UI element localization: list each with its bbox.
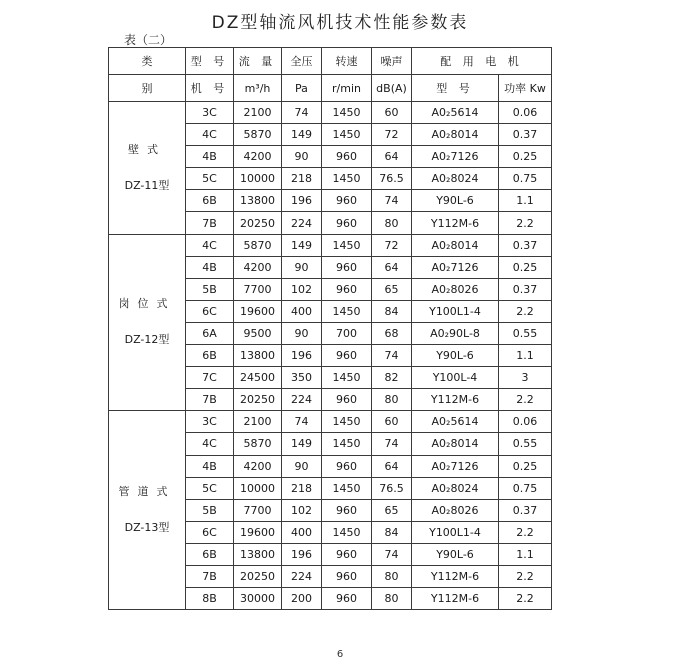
cell-flow: 7700 xyxy=(234,499,282,521)
group-name: 壁式 xyxy=(128,142,166,156)
cell-noise: 76.5 xyxy=(372,168,412,190)
cell-noise: 74 xyxy=(372,543,412,565)
cell-flow: 5870 xyxy=(234,234,282,256)
cell-model: 7B xyxy=(186,212,234,234)
cell-flow: 7700 xyxy=(234,278,282,300)
cell-speed: 1450 xyxy=(322,367,372,389)
cell-motor: A0₂7126 xyxy=(412,256,499,278)
cell-flow: 13800 xyxy=(234,345,282,367)
cell-model: 5C xyxy=(186,168,234,190)
cell-flow: 10000 xyxy=(234,168,282,190)
cell-speed: 960 xyxy=(322,588,372,610)
header-model-top: 型 号 xyxy=(186,48,234,75)
cell-noise: 82 xyxy=(372,367,412,389)
cell-motor: A0₂8026 xyxy=(412,278,499,300)
cell-speed: 960 xyxy=(322,345,372,367)
cell-power: 2.2 xyxy=(499,588,552,610)
cell-speed: 1450 xyxy=(322,477,372,499)
cell-pressure: 149 xyxy=(282,124,322,146)
header-row-bottom xyxy=(109,75,552,102)
cell-model: 4B xyxy=(186,256,234,278)
cell-noise: 64 xyxy=(372,146,412,168)
cell-flow: 19600 xyxy=(234,521,282,543)
cell-motor: Y112M-6 xyxy=(412,212,499,234)
cell-power: 2.2 xyxy=(499,389,552,411)
cell-pressure: 149 xyxy=(282,433,322,455)
cell-speed: 960 xyxy=(322,565,372,587)
cell-pressure: 224 xyxy=(282,565,322,587)
cell-flow: 9500 xyxy=(234,322,282,344)
cell-flow: 13800 xyxy=(234,543,282,565)
cell-noise: 84 xyxy=(372,300,412,322)
cell-model: 6B xyxy=(186,190,234,212)
cell-model: 6B xyxy=(186,345,234,367)
cell-model: 4C xyxy=(186,234,234,256)
cell-speed: 960 xyxy=(322,389,372,411)
cell-noise: 65 xyxy=(372,499,412,521)
cell-motor: Y90L-6 xyxy=(412,345,499,367)
group-label-cell xyxy=(109,102,186,235)
cell-motor: Y112M-6 xyxy=(412,588,499,610)
cell-noise: 80 xyxy=(372,588,412,610)
cell-pressure: 196 xyxy=(282,190,322,212)
cell-motor: A0₂5614 xyxy=(412,102,499,124)
group-code: DZ-12型 xyxy=(124,333,170,347)
cell-noise: 64 xyxy=(372,455,412,477)
cell-pressure: 90 xyxy=(282,322,322,344)
cell-power: 1.1 xyxy=(499,543,552,565)
cell-speed: 700 xyxy=(322,322,372,344)
cell-motor: A0₂8024 xyxy=(412,477,499,499)
cell-flow: 5870 xyxy=(234,433,282,455)
cell-noise: 65 xyxy=(372,278,412,300)
cell-pressure: 218 xyxy=(282,477,322,499)
cell-speed: 960 xyxy=(322,455,372,477)
header-category-top: 类 xyxy=(109,48,186,75)
table-row xyxy=(109,102,552,124)
cell-pressure: 90 xyxy=(282,455,322,477)
page-number: 6 xyxy=(336,649,344,660)
header-motor-group: 配 用 电 机 xyxy=(412,48,552,75)
group-name: 岗位式 xyxy=(118,297,176,311)
cell-model: 4C xyxy=(186,433,234,455)
cell-power: 0.37 xyxy=(499,278,552,300)
cell-noise: 80 xyxy=(372,565,412,587)
cell-flow: 20250 xyxy=(234,212,282,234)
cell-flow: 20250 xyxy=(234,389,282,411)
table-row xyxy=(109,234,552,256)
cell-motor: Y112M-6 xyxy=(412,389,499,411)
group-code: DZ-13型 xyxy=(124,521,170,535)
cell-motor: Y100L-4 xyxy=(412,367,499,389)
cell-speed: 1450 xyxy=(322,168,372,190)
header-flow-bottom: m³/h xyxy=(234,75,282,102)
cell-pressure: 149 xyxy=(282,234,322,256)
cell-model: 5B xyxy=(186,278,234,300)
cell-power: 0.55 xyxy=(499,322,552,344)
cell-speed: 960 xyxy=(322,543,372,565)
cell-speed: 960 xyxy=(322,278,372,300)
cell-noise: 74 xyxy=(372,345,412,367)
cell-power: 2.2 xyxy=(499,212,552,234)
cell-motor: Y100L1-4 xyxy=(412,521,499,543)
cell-noise: 72 xyxy=(372,234,412,256)
cell-motor: Y100L1-4 xyxy=(412,300,499,322)
cell-motor: A0₂5614 xyxy=(412,411,499,433)
cell-model: 7B xyxy=(186,389,234,411)
cell-noise: 80 xyxy=(372,389,412,411)
cell-pressure: 90 xyxy=(282,146,322,168)
cell-noise: 72 xyxy=(372,124,412,146)
cell-power: 0.75 xyxy=(499,168,552,190)
cell-pressure: 400 xyxy=(282,300,322,322)
cell-model: 5C xyxy=(186,477,234,499)
cell-model: 3C xyxy=(186,102,234,124)
cell-power: 2.2 xyxy=(499,300,552,322)
cell-flow: 24500 xyxy=(234,367,282,389)
cell-speed: 960 xyxy=(322,212,372,234)
cell-speed: 1450 xyxy=(322,102,372,124)
cell-model: 5B xyxy=(186,499,234,521)
cell-noise: 60 xyxy=(372,411,412,433)
cell-model: 3C xyxy=(186,411,234,433)
group-label-cell xyxy=(109,234,186,411)
cell-model: 6C xyxy=(186,300,234,322)
cell-motor: A0₂8014 xyxy=(412,124,499,146)
cell-power: 0.75 xyxy=(499,477,552,499)
header-flow-top: 流 量 xyxy=(234,48,282,75)
cell-noise: 74 xyxy=(372,433,412,455)
cell-motor: A0₂7126 xyxy=(412,146,499,168)
table-row xyxy=(109,411,552,433)
cell-flow: 2100 xyxy=(234,102,282,124)
cell-motor: Y90L-6 xyxy=(412,543,499,565)
header-noise-top: 噪声 xyxy=(372,48,412,75)
cell-pressure: 224 xyxy=(282,212,322,234)
cell-flow: 5870 xyxy=(234,124,282,146)
cell-power: 1.1 xyxy=(499,345,552,367)
cell-pressure: 218 xyxy=(282,168,322,190)
cell-power: 0.25 xyxy=(499,455,552,477)
cell-flow: 20250 xyxy=(234,565,282,587)
cell-flow: 4200 xyxy=(234,256,282,278)
cell-model: 6C xyxy=(186,521,234,543)
cell-power: 0.25 xyxy=(499,256,552,278)
cell-power: 2.2 xyxy=(499,565,552,587)
cell-noise: 80 xyxy=(372,212,412,234)
cell-speed: 960 xyxy=(322,256,372,278)
cell-pressure: 102 xyxy=(282,278,322,300)
cell-power: 0.37 xyxy=(499,499,552,521)
cell-motor: Y112M-6 xyxy=(412,565,499,587)
cell-power: 2.2 xyxy=(499,521,552,543)
cell-speed: 960 xyxy=(322,146,372,168)
cell-pressure: 400 xyxy=(282,521,322,543)
header-noise-bottom: dB(A) xyxy=(372,75,412,102)
cell-speed: 1450 xyxy=(322,411,372,433)
header-row-top xyxy=(109,48,552,75)
cell-noise: 76.5 xyxy=(372,477,412,499)
cell-flow: 4200 xyxy=(234,455,282,477)
cell-pressure: 102 xyxy=(282,499,322,521)
cell-motor: A0₂7126 xyxy=(412,455,499,477)
cell-speed: 960 xyxy=(322,190,372,212)
cell-power: 0.25 xyxy=(499,146,552,168)
fan-spec-table xyxy=(108,47,552,610)
cell-pressure: 350 xyxy=(282,367,322,389)
cell-pressure: 196 xyxy=(282,345,322,367)
cell-power: 3 xyxy=(499,367,552,389)
cell-model: 4B xyxy=(186,455,234,477)
cell-noise: 60 xyxy=(372,102,412,124)
header-pressure-bottom: Pa xyxy=(282,75,322,102)
header-motor-model: 型 号 xyxy=(412,75,499,102)
cell-pressure: 74 xyxy=(282,102,322,124)
cell-flow: 19600 xyxy=(234,300,282,322)
header-motor-power: 功率 Kw xyxy=(499,75,552,102)
cell-motor: Y90L-6 xyxy=(412,190,499,212)
header-speed-bottom: r/min xyxy=(322,75,372,102)
cell-pressure: 224 xyxy=(282,389,322,411)
cell-noise: 64 xyxy=(372,256,412,278)
header-pressure-top: 全压 xyxy=(282,48,322,75)
cell-model: 6A xyxy=(186,322,234,344)
cell-flow: 4200 xyxy=(234,146,282,168)
cell-model: 8B xyxy=(186,588,234,610)
cell-model: 7B xyxy=(186,565,234,587)
cell-power: 0.37 xyxy=(499,234,552,256)
cell-noise: 84 xyxy=(372,521,412,543)
cell-flow: 10000 xyxy=(234,477,282,499)
cell-pressure: 90 xyxy=(282,256,322,278)
cell-speed: 1450 xyxy=(322,521,372,543)
cell-motor: A0₂8014 xyxy=(412,433,499,455)
cell-pressure: 200 xyxy=(282,588,322,610)
cell-noise: 68 xyxy=(372,322,412,344)
cell-motor: A0₂8014 xyxy=(412,234,499,256)
header-model-bottom: 机 号 xyxy=(186,75,234,102)
group-label-cell xyxy=(109,411,186,610)
cell-motor: A0₂8024 xyxy=(412,168,499,190)
cell-motor: A0₂90L-8 xyxy=(412,322,499,344)
page-title: DZ型轴流风机技术性能参数表 xyxy=(211,13,469,33)
cell-model: 4B xyxy=(186,146,234,168)
cell-flow: 2100 xyxy=(234,411,282,433)
group-name: 管道式 xyxy=(118,485,176,499)
group-code: DZ-11型 xyxy=(124,178,170,192)
cell-pressure: 196 xyxy=(282,543,322,565)
cell-speed: 1450 xyxy=(322,300,372,322)
cell-speed: 1450 xyxy=(322,234,372,256)
header-category-bottom: 别 xyxy=(109,75,186,102)
cell-model: 4C xyxy=(186,124,234,146)
cell-power: 0.06 xyxy=(499,102,552,124)
cell-model: 7C xyxy=(186,367,234,389)
cell-model: 6B xyxy=(186,543,234,565)
cell-noise: 74 xyxy=(372,190,412,212)
cell-speed: 960 xyxy=(322,499,372,521)
cell-motor: A0₂8026 xyxy=(412,499,499,521)
cell-pressure: 74 xyxy=(282,411,322,433)
cell-speed: 1450 xyxy=(322,124,372,146)
cell-power: 1.1 xyxy=(499,190,552,212)
cell-flow: 13800 xyxy=(234,190,282,212)
cell-speed: 1450 xyxy=(322,433,372,455)
cell-power: 0.37 xyxy=(499,124,552,146)
cell-flow: 30000 xyxy=(234,588,282,610)
cell-power: 0.06 xyxy=(499,411,552,433)
table-caption: 表（二） xyxy=(124,33,173,47)
table-body xyxy=(109,48,552,610)
header-speed-top: 转速 xyxy=(322,48,372,75)
cell-power: 0.55 xyxy=(499,433,552,455)
